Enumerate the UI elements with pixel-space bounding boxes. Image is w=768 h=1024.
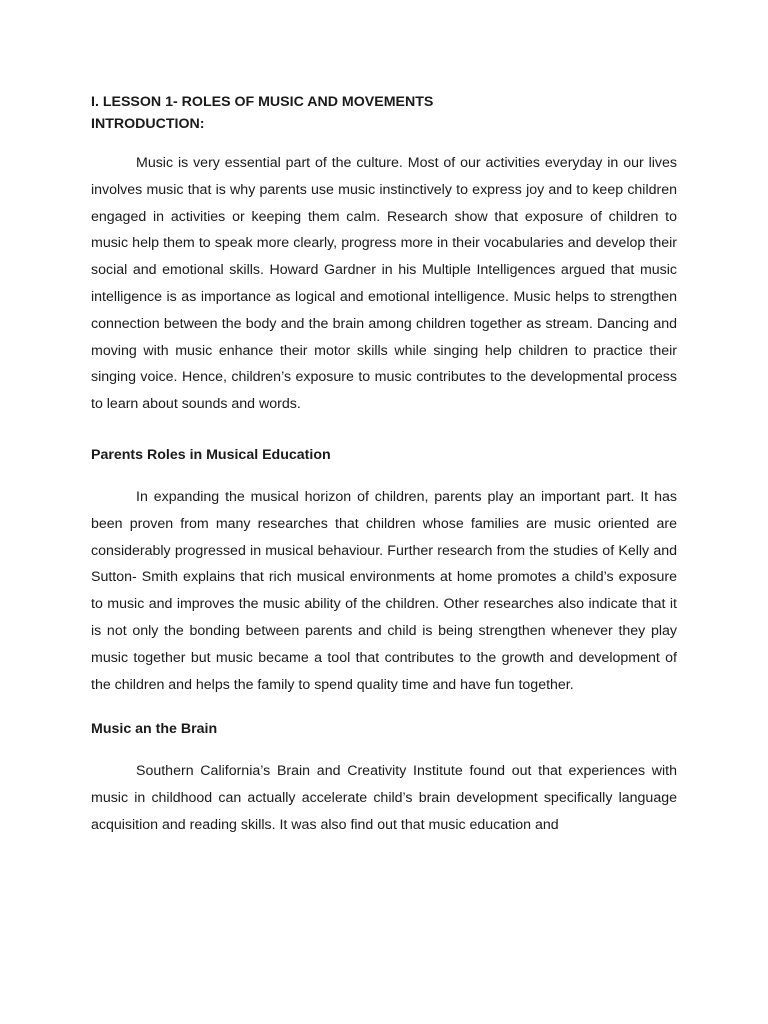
music-brain-paragraph: Southern California’s Brain and Creativity Institute found out that experiences with music in childhood can actually accelerate child’s brain development specifically language acquisition and reading skills. It was also find out that music education and: [91, 763, 677, 833]
parents-roles-heading: Parents Roles in Musical Education: [91, 446, 331, 463]
lesson-title: I. LESSON 1- ROLES OF MUSIC AND MOVEMENTS: [91, 94, 434, 110]
music-brain-heading: Music an the Brain: [91, 721, 218, 738]
document-page: [91, 92, 677, 839]
introduction-heading: INTRODUCTION:: [91, 116, 205, 132]
introduction-paragraph: Music is very essential part of the culture. Most of our activities everyday in our lives involves music that is why parents use music instinctively to express joy and to keep children engaged in activities or keeping them calm. Research show that exposure of children to music help them to speak more clearly, progress more in their vocabularies and develop their social and emotional skills. Howard Gardner in his Multiple Intelligences argued that music intelligence is as importance as logical and emotional intelligence. Music helps to strengthen connection between the body and the brain among children together as stream. Dancing and moving with music enhance their motor skills while singing help children to practice their singing voice. Hence, children’s exposure to music contributes to the developmental process to learn about sounds and words.: [91, 155, 677, 413]
parents-roles-paragraph: In expanding the musical horizon of children, parents play an important part. It has been proven from many researches that children whose families are music oriented are considerably progressed in musical behaviour. Further research from the studies of Kelly and Sutton- Smith explains that rich musical environments at home promotes a child’s exposure to music and improves the music ability of the children. Other researches also indicate that it is not only the bonding between parents and child is being strengthen whenever they play music together but music became a tool that contributes to the growth and development of the children and helps the family to spend quality time and have fun together.: [91, 488, 677, 693]
